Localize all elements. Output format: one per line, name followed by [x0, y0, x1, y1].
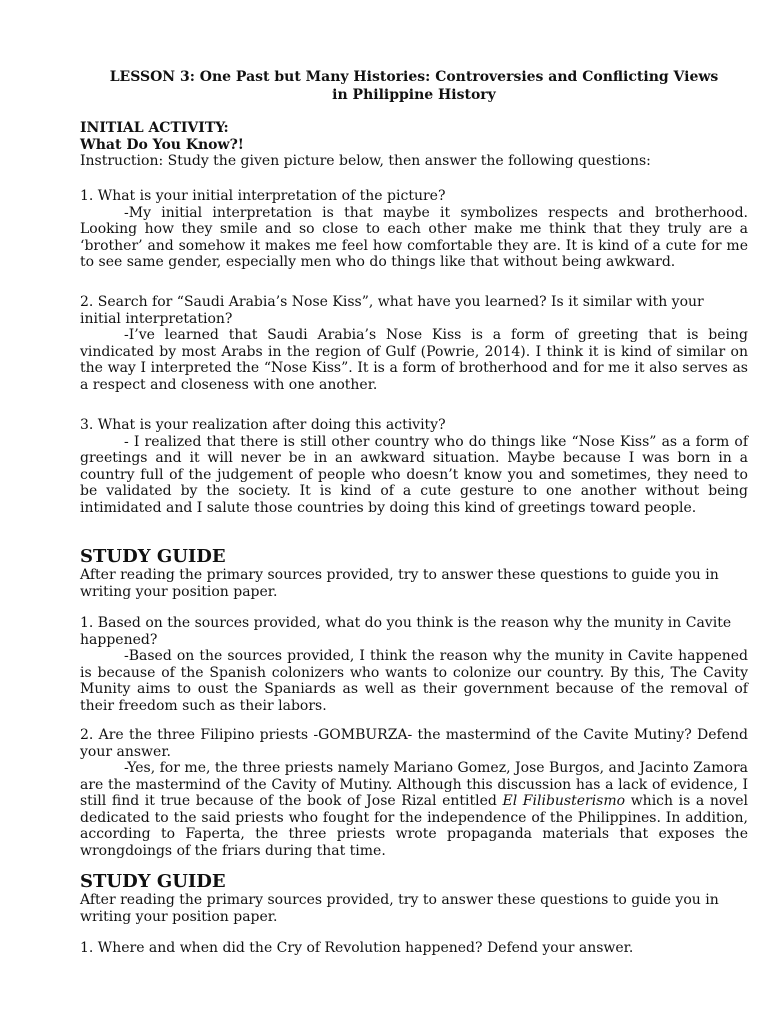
- guide-question-2: [80, 727, 748, 859]
- question-text: 3. What is your realization after doing this activity?: [80, 417, 446, 433]
- answer-text: -I’ve learned that Saudi Arabia’s Nose Kiss is a form of greeting that is being vindicated by most Arabs in the region of Gulf (Powrie, 2014). I think it is kind of similar on the way I interpreted the “Nose Kiss”. It is a form of brotherhood and for me it also serves as a respect and closeness with one another.: [80, 327, 748, 393]
- initial-question-2: [80, 294, 748, 393]
- answer-text: -Based on the sources provided, I think the reason why the munity in Cavite happened is because of the Spanish colonizers who wants to colonize our country. By this, The Cavity Munity aims to oust the Spaniards as well as their government because of the removal of their freedom such as their labors.: [80, 648, 748, 714]
- initial-activity-heading: INITIAL ACTIVITY:: [80, 120, 229, 136]
- lesson-title-line-2: in Philippine History: [332, 87, 496, 103]
- guide2-question-1: [80, 940, 748, 957]
- initial-question-1: [80, 188, 748, 271]
- question-text: 1. Where and when did the Cry of Revolution happened? Defend your answer.: [80, 940, 634, 956]
- answer-text: - I realized that there is still other country who do things like “Nose Kiss” as a form of greetings and it will never be in an awkward situation. Maybe because I was born in a country full of the judgement of people who doesn’t know you and sometimes, they need to be validated by the society. It is kind of a cute gesture to one another without being intimidated and I salute those countries by doing this kind of greetings toward people.: [80, 433, 748, 516]
- question-text: 1. What is your initial interpretation of the picture?: [80, 188, 446, 204]
- study-guide-section-2: [80, 872, 748, 925]
- study-guide-section-1: [80, 547, 748, 600]
- question-text: 2. Are the three Filipino priests -GOMBURZA- the mastermind of the Cavite Mutiny? Defend your answer.: [80, 727, 748, 760]
- study-guide-heading: STUDY GUIDE: [80, 871, 226, 892]
- book-title: El Filibusterismo: [502, 793, 626, 809]
- answer-text: -My initial interpretation is that maybe it symbolizes respects and brotherhood. Looking how they smile and so close to each other make me think that they truly are a ‘brother’ and somehow it makes me feel how comfortable they are. It is kind of a cute for me to see same gender, especially men who do things like that without being awkward.: [80, 204, 748, 270]
- lesson-title-line-1: LESSON 3: One Past but Many Histories: Controversies and Conflicting Views: [109, 69, 719, 85]
- question-text: 1. Based on the sources provided, what do you think is the reason why the munity in Cavite happened?: [80, 615, 732, 648]
- initial-activity-subheading: What Do You Know?!: [80, 136, 244, 153]
- answer-text-part-2: which is a novel dedicated to the said priests who fought for the independence of the Philippines. In addition, according to Faperta, the three priests wrote propaganda materials that exposes the wrongdoings of the friars during that time.: [80, 793, 748, 859]
- answer-text-part-1: -Yes, for me, the three priests namely Mariano Gomez, Jose Burgos, and Jacinto Zamora are the mastermind of the Cavity of Mutiny. Although this discussion has a lack of evidence, I still find it true because of the book of Jose Rizal entitled: [80, 760, 748, 809]
- instruction-text: Instruction: Study the given picture below, then answer the following questions:: [80, 153, 651, 169]
- initial-activity-header: [80, 120, 748, 170]
- study-guide-intro: After reading the primary sources provided, try to answer these questions to guide you in writing your position paper.: [80, 892, 719, 925]
- guide-question-1: [80, 615, 748, 714]
- lesson-title: [80, 68, 748, 104]
- question-text: 2. Search for “Saudi Arabia’s Nose Kiss”, what have you learned? Is it similar with your initial interpretation?: [80, 294, 704, 327]
- study-guide-heading: STUDY GUIDE: [80, 546, 226, 567]
- initial-question-3: [80, 417, 748, 516]
- answer-text: [80, 760, 748, 859]
- study-guide-intro: After reading the primary sources provided, try to answer these questions to guide you in writing your position paper.: [80, 567, 719, 600]
